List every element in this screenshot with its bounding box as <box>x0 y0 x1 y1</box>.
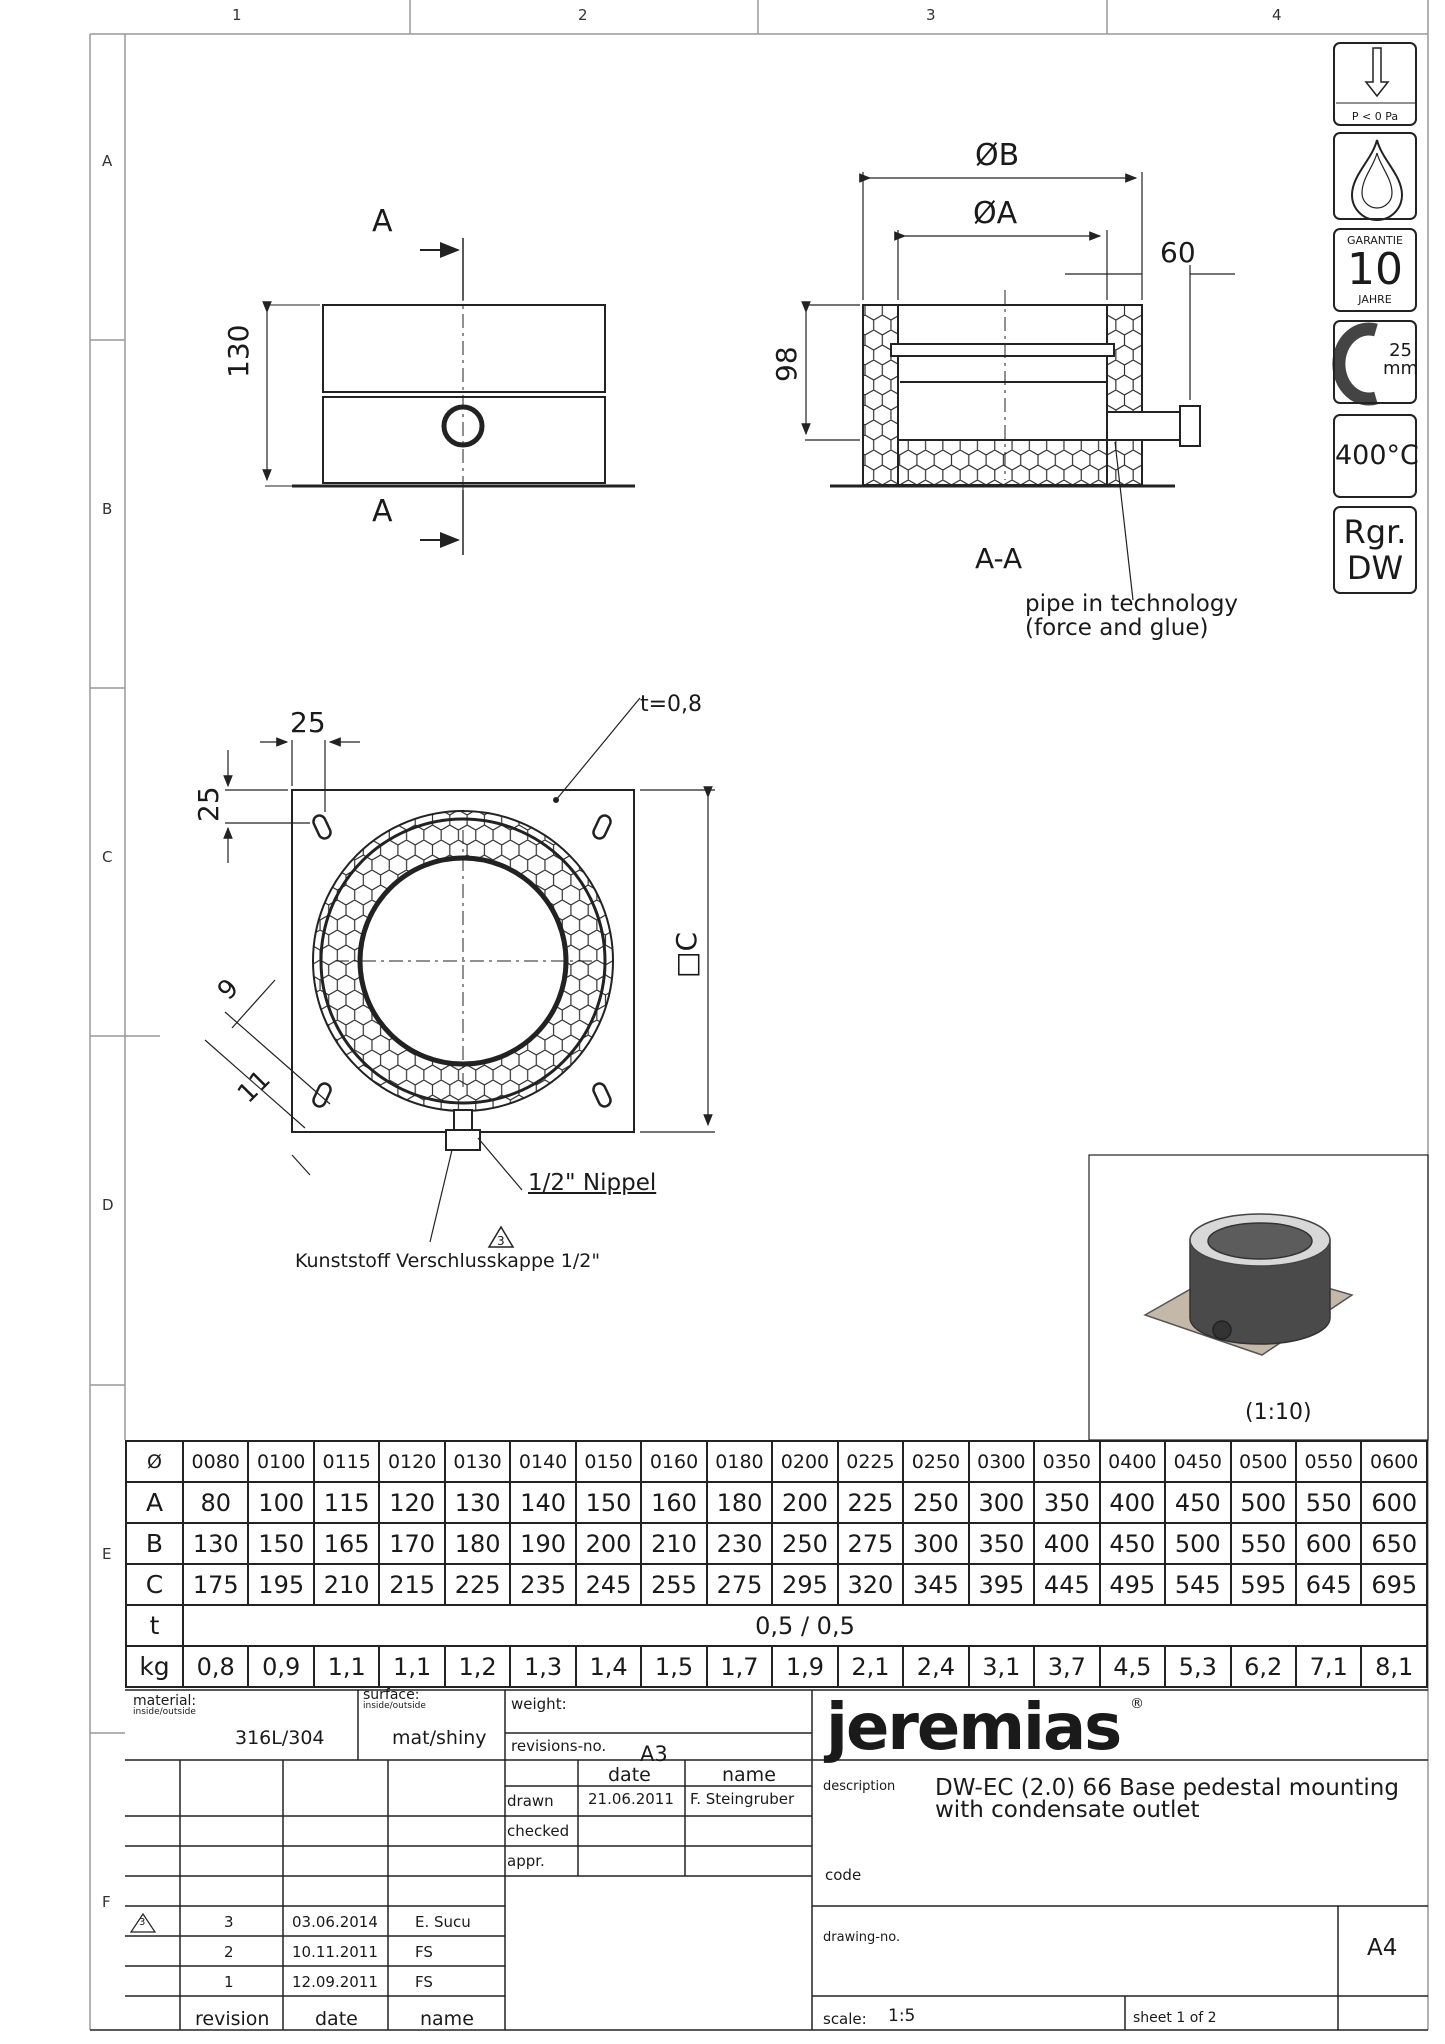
table-cell: 0600 <box>1361 1441 1427 1482</box>
table-cell: 210 <box>314 1564 379 1605</box>
table-cell: 175 <box>183 1564 248 1605</box>
dim-outlet: 60 <box>1160 236 1196 269</box>
section-mark-bottom: A <box>372 494 393 529</box>
temperature-icon: 400°C <box>1333 414 1417 498</box>
table-cell: 0130 <box>445 1441 510 1482</box>
table-cell: 320 <box>838 1564 903 1605</box>
table-cell: 225 <box>445 1564 510 1605</box>
material-value: 316L/304 <box>235 1727 325 1749</box>
sheet-number: sheet 1 of 2 <box>1133 2010 1217 2026</box>
table-cell: 3,1 <box>969 1646 1034 1687</box>
table-cell: 195 <box>248 1564 313 1605</box>
dim-slot-width: 9 <box>212 973 245 1007</box>
table-cell: 235 <box>510 1564 575 1605</box>
table-cell: 250 <box>772 1523 837 1564</box>
appr-label: appr. <box>507 1852 545 1870</box>
zone-col-1: 1 <box>232 6 242 24</box>
zone-col-2: 2 <box>578 6 588 24</box>
cap-label: Kunststoff Verschlusskappe 1/2" <box>295 1250 601 1272</box>
table-cell: 650 <box>1361 1523 1427 1564</box>
zone-col-3: 3 <box>926 6 936 24</box>
table-cell: 545 <box>1165 1564 1230 1605</box>
weight-label: weight: <box>511 1695 567 1713</box>
table-cell: 495 <box>1100 1564 1165 1605</box>
drawn-name: F. Steingruber <box>690 1790 795 1808</box>
table-cell: 0400 <box>1100 1441 1165 1482</box>
section-mark-top: A <box>372 204 393 239</box>
table-cell: 200 <box>772 1482 837 1523</box>
description-label: description <box>823 1779 896 1794</box>
table-cell: 0200 <box>772 1441 837 1482</box>
surface-value: mat/shiny <box>392 1727 487 1749</box>
table-cell: 0120 <box>379 1441 444 1482</box>
table-cell: 0350 <box>1034 1441 1099 1482</box>
table-cell: 0150 <box>576 1441 641 1482</box>
table-cell: 0,9 <box>248 1646 313 1687</box>
zone-row-e: E <box>102 1545 112 1563</box>
table-cell: 225 <box>838 1482 903 1523</box>
guarantee-top: GARANTIE <box>1347 234 1403 247</box>
revision-date: 03.06.2014 <box>292 1913 378 1931</box>
table-cell: 190 <box>510 1523 575 1564</box>
svg-text:3: 3 <box>497 1234 505 1248</box>
surface-label-block <box>363 1687 426 1712</box>
material-label-block <box>133 1693 197 1718</box>
pressure-text: P < 0 Pa <box>1351 110 1399 123</box>
table-cell: 500 <box>1165 1523 1230 1564</box>
table-cell: 1,7 <box>707 1646 772 1687</box>
table-cell: 130 <box>445 1482 510 1523</box>
table-cell: 0300 <box>969 1441 1034 1482</box>
table-cell: 230 <box>707 1523 772 1564</box>
table-cell: 1,1 <box>379 1646 444 1687</box>
table-cell: 0250 <box>903 1441 968 1482</box>
table-cell: 250 <box>903 1482 968 1523</box>
table-cell: 0140 <box>510 1441 575 1482</box>
guarantee-num: 10 <box>1347 244 1403 295</box>
iso-scale: (1:10) <box>1245 1400 1312 1425</box>
revision-name: E. Sucu <box>415 1913 471 1931</box>
material-label: material: <box>133 1693 197 1709</box>
table-cell: 0100 <box>248 1441 313 1482</box>
zone-row-b: B <box>102 500 113 518</box>
table-cell: 645 <box>1296 1564 1361 1605</box>
table-cell: 0,8 <box>183 1646 248 1687</box>
surface-label: surface: <box>363 1687 420 1703</box>
table-cell: 165 <box>314 1523 379 1564</box>
revisions-value: A3 <box>640 1742 668 1766</box>
revision-no: 2 <box>224 1943 234 1961</box>
table-cell: 160 <box>641 1482 706 1523</box>
table-cell: 0180 <box>707 1441 772 1482</box>
table-cell: 150 <box>248 1523 313 1564</box>
table-cell: C <box>126 1564 183 1605</box>
table-cell: 400 <box>1100 1482 1165 1523</box>
zone-row-f: F <box>102 1893 111 1911</box>
table-cell: Ø <box>126 1441 183 1482</box>
table-cell: 130 <box>183 1523 248 1564</box>
table-cell: 1,2 <box>445 1646 510 1687</box>
table-cell: 450 <box>1165 1482 1230 1523</box>
table-cell: 275 <box>838 1523 903 1564</box>
table-cell: 595 <box>1231 1564 1296 1605</box>
checked-label: checked <box>507 1822 570 1840</box>
table-cell: A <box>126 1482 183 1523</box>
t-label: t <box>126 1605 183 1646</box>
revision-name: FS <box>415 1973 433 1991</box>
table-cell: 8,1 <box>1361 1646 1427 1687</box>
dim-dia-a: ØA <box>973 196 1018 231</box>
table-cell: 7,1 <box>1296 1646 1361 1687</box>
dim-square-c: □C <box>670 931 703 978</box>
table-cell: 170 <box>379 1523 444 1564</box>
table-cell: 2,4 <box>903 1646 968 1687</box>
front-height-dim: 130 <box>222 324 255 378</box>
insulation-num: 25 <box>1389 340 1412 361</box>
guarantee-bottom: JAHRE <box>1358 293 1392 306</box>
table-cell: 295 <box>772 1564 837 1605</box>
revision-name: FS <box>415 1943 433 1961</box>
table-cell: 0115 <box>314 1441 379 1482</box>
table-cell: 345 <box>903 1564 968 1605</box>
revision-no: 1 <box>224 1973 234 1991</box>
table-cell: 0160 <box>641 1441 706 1482</box>
pipe-note-line1: pipe in technology <box>1025 591 1239 617</box>
rev-triangle-mark: 3 <box>139 1917 146 1928</box>
table-cell: 0550 <box>1296 1441 1361 1482</box>
table-cell: 450 <box>1100 1523 1165 1564</box>
format-value: A4 <box>1367 1935 1398 1961</box>
code-label: code <box>825 1866 862 1884</box>
table-cell: 500 <box>1231 1482 1296 1523</box>
table-cell: 1,5 <box>641 1646 706 1687</box>
table-cell: 100 <box>248 1482 313 1523</box>
table-cell: 2,1 <box>838 1646 903 1687</box>
table-cell: 600 <box>1361 1482 1427 1523</box>
drawing-no-label: drawing-no. <box>823 1930 901 1945</box>
dim-hole-x: 25 <box>290 706 326 739</box>
table-cell: 3,7 <box>1034 1646 1099 1687</box>
table-cell: 255 <box>641 1564 706 1605</box>
table-cell: 0080 <box>183 1441 248 1482</box>
zone-row-d: D <box>102 1196 114 1214</box>
table-cell: 550 <box>1231 1523 1296 1564</box>
nipple-label: 1/2" Nippel <box>528 1170 657 1196</box>
name-header: name <box>722 1764 776 1786</box>
registered-mark: ® <box>1130 1696 1144 1712</box>
table-cell: 115 <box>314 1482 379 1523</box>
table-cell: 350 <box>1034 1482 1099 1523</box>
section-height-dim: 98 <box>770 346 803 382</box>
dim-hole-y: 25 <box>192 786 225 822</box>
date-header: date <box>608 1764 651 1786</box>
table-cell: 550 <box>1296 1482 1361 1523</box>
rev-header-revision: revision <box>195 2008 270 2030</box>
table-cell: kg <box>126 1646 183 1687</box>
table-cell: 5,3 <box>1165 1646 1230 1687</box>
rev-header-date: date <box>315 2008 358 2030</box>
rev-header-name: name <box>420 2008 474 2030</box>
table-cell: 215 <box>379 1564 444 1605</box>
table-cell: 395 <box>969 1564 1034 1605</box>
table-cell: 140 <box>510 1482 575 1523</box>
description-text <box>935 1777 1399 1821</box>
table-cell: 300 <box>903 1523 968 1564</box>
dim-dia-b: ØB <box>975 138 1020 173</box>
table-cell: 6,2 <box>1231 1646 1296 1687</box>
company-logo: jeremias <box>826 1691 1121 1765</box>
section-title: A-A <box>975 542 1023 575</box>
description-line2: with condensate outlet <box>935 1797 1200 1823</box>
table-cell: 350 <box>969 1523 1034 1564</box>
revision-no: 3 <box>224 1913 234 1931</box>
table-cell: 4,5 <box>1100 1646 1165 1687</box>
table-cell: 445 <box>1034 1564 1099 1605</box>
table-cell: 275 <box>707 1564 772 1605</box>
table-cell: 1,9 <box>772 1646 837 1687</box>
table-cell: 1,1 <box>314 1646 379 1687</box>
table-cell: 80 <box>183 1482 248 1523</box>
table-cell: 0500 <box>1231 1441 1296 1482</box>
table-cell: 245 <box>576 1564 641 1605</box>
zone-col-4: 4 <box>1272 6 1282 24</box>
revision-date: 12.09.2011 <box>292 1973 378 1991</box>
description-line1: DW-EC (2.0) 66 Base pedestal mounting <box>935 1775 1399 1801</box>
table-cell: 1,4 <box>576 1646 641 1687</box>
table-cell: 300 <box>969 1482 1034 1523</box>
table-cell: 695 <box>1361 1564 1427 1605</box>
drawn-label: drawn <box>507 1792 554 1810</box>
insulation-unit: mm <box>1383 358 1419 379</box>
table-cell: 600 <box>1296 1523 1361 1564</box>
table-cell: 180 <box>707 1482 772 1523</box>
table-cell: 400 <box>1034 1523 1099 1564</box>
table-cell: 0225 <box>838 1441 903 1482</box>
surface-sub: inside/outside <box>363 1701 426 1711</box>
drawn-date: 21.06.2011 <box>588 1790 674 1808</box>
revision-date: 10.11.2011 <box>292 1943 378 1961</box>
revisions-label: revisions-no. <box>511 1737 607 1755</box>
scale-label: scale: <box>823 2010 867 2028</box>
table-cell: 120 <box>379 1482 444 1523</box>
material-sub: inside/outside <box>133 1707 196 1717</box>
table-cell: 0450 <box>1165 1441 1230 1482</box>
table-cell: 1,3 <box>510 1646 575 1687</box>
t-value: 0,5 / 0,5 <box>183 1605 1427 1646</box>
group-line1: Rgr. <box>1343 513 1407 551</box>
zone-row-a: A <box>102 152 113 170</box>
thickness-label: t=0,8 <box>640 692 703 717</box>
table-cell: 180 <box>445 1523 510 1564</box>
table-cell: B <box>126 1523 183 1564</box>
zone-row-c: C <box>102 848 113 866</box>
scale-value: 1:5 <box>888 2006 916 2026</box>
dim-slot-length: 11 <box>232 1064 277 1110</box>
table-cell: 150 <box>576 1482 641 1523</box>
group-line2: DW <box>1346 549 1404 587</box>
table-cell: 210 <box>641 1523 706 1564</box>
table-cell: 200 <box>576 1523 641 1564</box>
pipe-note-line2: (force and glue) <box>1025 615 1209 641</box>
